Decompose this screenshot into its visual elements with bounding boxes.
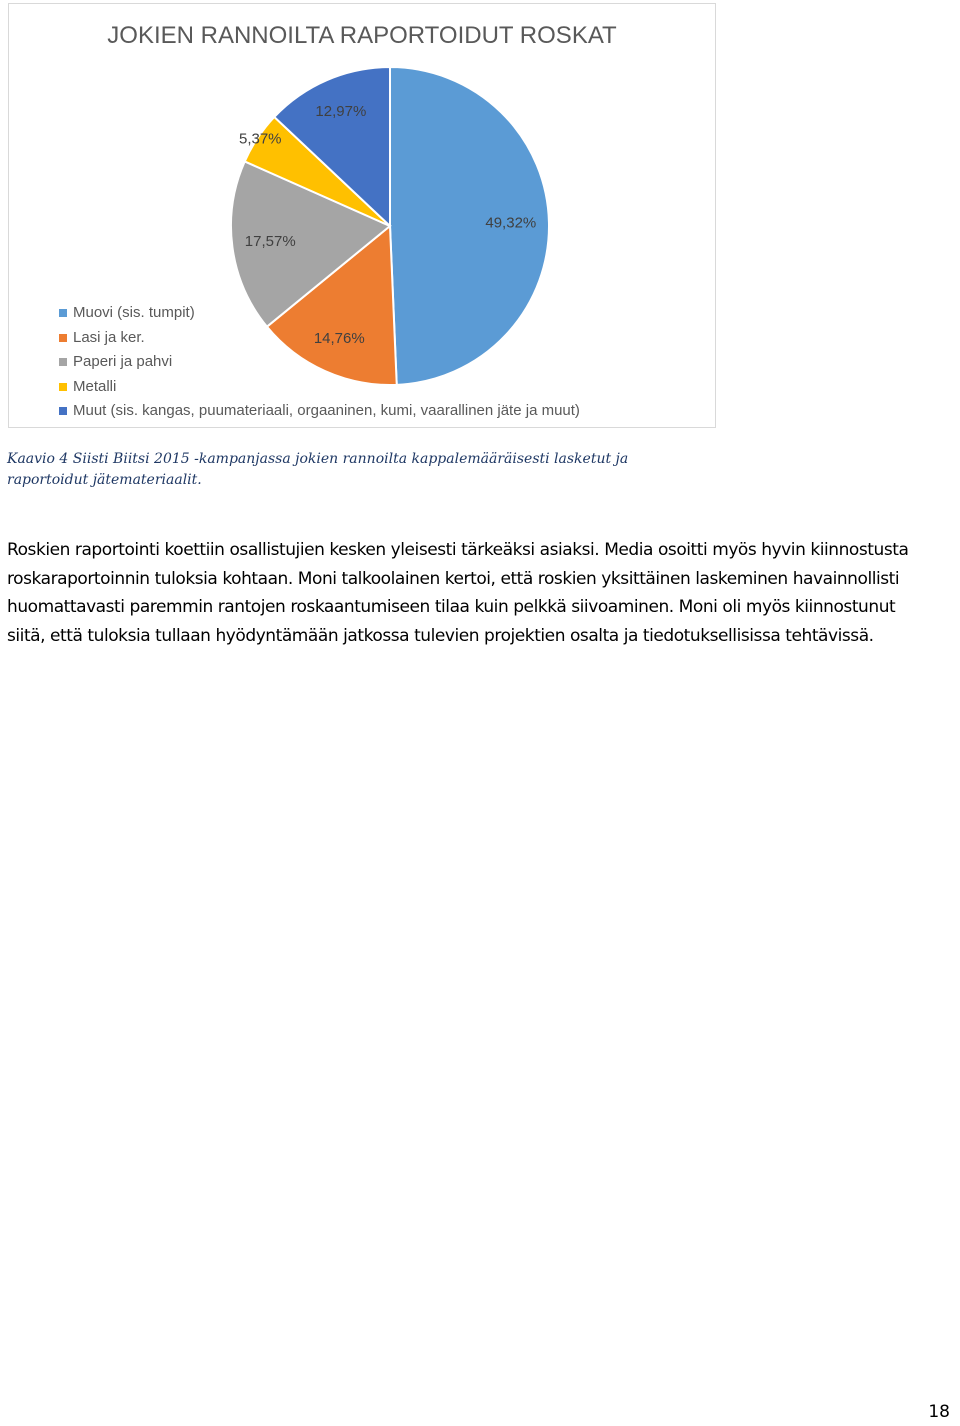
legend-item-2 bbox=[59, 326, 580, 351]
data-label-2: 14,76% bbox=[313, 330, 365, 348]
data-label-5: 12,97% bbox=[315, 103, 367, 121]
chart-legend bbox=[59, 301, 580, 424]
legend-swatch bbox=[59, 383, 67, 391]
legend-label: Lasi ja ker. bbox=[73, 328, 145, 346]
legend-swatch bbox=[59, 358, 67, 366]
figure-caption: Kaavio 4 Siisti Biitsi 2015 -kampanjassa jokien rannoilta kappalemääräisesti lasketut ja raportoidut jätemateriaalit. bbox=[7, 451, 629, 488]
legend-item-5 bbox=[59, 399, 580, 424]
legend-item-4 bbox=[59, 375, 580, 400]
legend-swatch bbox=[59, 407, 67, 415]
legend-swatch bbox=[59, 334, 67, 342]
legend-swatch bbox=[59, 309, 67, 317]
data-label-1: 49,32% bbox=[485, 214, 537, 232]
legend-item-3 bbox=[59, 350, 580, 375]
legend-label: Paperi ja pahvi bbox=[73, 353, 173, 370]
chart-container bbox=[8, 3, 716, 428]
legend-label: Metalli bbox=[73, 377, 117, 395]
body-paragraph: Roskien raportointi koettiin osallistujien kesken yleisesti tärkeäksi asiaksi. Media osoitti myös hyvin kiinnostusta roskaraportoinnin tuloksia kohtaan. Moni talkoolainen kertoi, että roskien yksittäinen laskeminen havainnollisti huomattavasti paremmin rantojen roskaantumiseen tilaa kuin pelkkä siivoaminen. Moni oli myös kiinnostunut siitä, että tuloksia tullaan hyödyntämään jatkossa tulevien projektien osalta ja tiedotuksellisissa tehtävissä. bbox=[7, 540, 909, 646]
chart-title: JOKIEN RANNOILTA RAPORTOIDUT ROSKAT bbox=[107, 22, 617, 49]
data-label-3: 17,57% bbox=[244, 233, 296, 251]
legend-label: Muovi (sis. tumpit) bbox=[73, 304, 195, 321]
data-label-4: 5,37% bbox=[238, 130, 282, 148]
legend-item-1 bbox=[59, 301, 580, 326]
legend-label: Muut (sis. kangas, puumateriaali, orgaaninen, kumi, vaarallinen jäte ja muut) bbox=[73, 402, 580, 419]
page-number: 18 bbox=[928, 1402, 950, 1422]
